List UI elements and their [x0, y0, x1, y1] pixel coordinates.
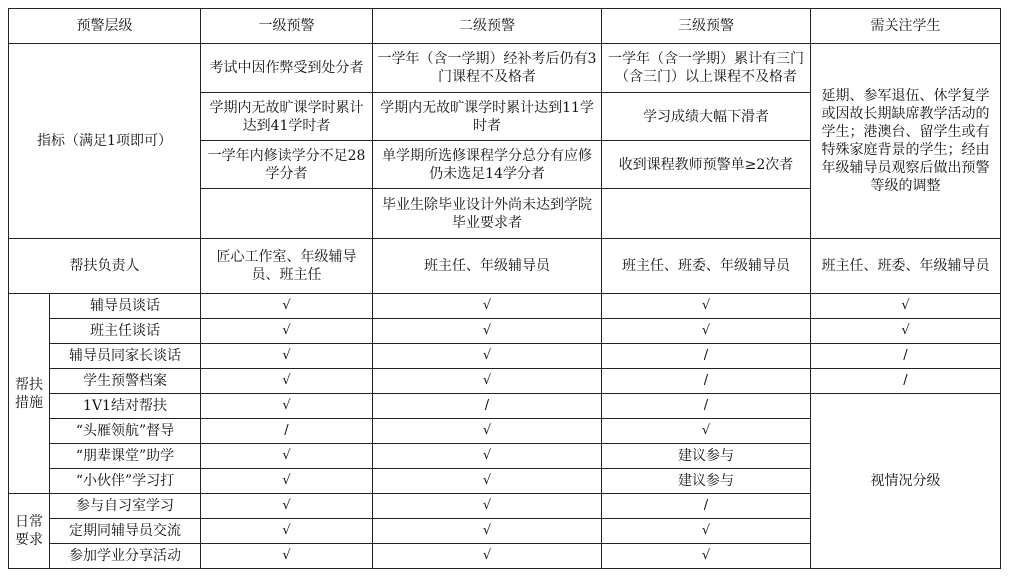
daily-l2: √	[373, 544, 602, 569]
measure-l2: /	[373, 394, 602, 419]
daily-l3: /	[602, 494, 811, 519]
measure-attention-merged: 视情况分级	[811, 394, 1001, 569]
indicator-l3-3: 收到课程教师预警单≥2次者	[618, 156, 794, 173]
indicator-l3-2: 学习成绩大幅下滑者	[643, 108, 769, 125]
measure-attention: /	[811, 369, 1001, 394]
measure-l1: /	[201, 419, 373, 444]
helper-row	[9, 239, 1001, 294]
indicator-row-1	[9, 44, 1001, 93]
daily-name: 参加学业分享活动	[69, 548, 181, 564]
helper-label: 帮扶负责人	[9, 239, 201, 294]
measure-l3: 建议参与	[602, 444, 811, 469]
measure-l1: √	[201, 469, 373, 494]
indicator-l1-1: 考试中因作弊受到处分者	[209, 60, 364, 76]
daily-l1: √	[201, 494, 373, 519]
measure-l2: √	[373, 469, 602, 494]
daily-l1: √	[201, 544, 373, 569]
indicator-l2-1: 一学年（含一学期）经补考后仍有3门课程不及格者	[377, 51, 597, 85]
daily-l3: √	[602, 519, 811, 544]
helper-l2: 班主任、年级辅导员	[424, 258, 550, 274]
measure-l3: /	[602, 394, 811, 419]
indicator-label: 指标（满足1项即可）	[9, 44, 201, 239]
measure-l3: √	[602, 294, 811, 319]
daily-l2: √	[373, 494, 602, 519]
measure-l1: √	[201, 394, 373, 419]
measure-l2: √	[373, 419, 602, 444]
measure-row	[9, 344, 1001, 369]
measure-row	[9, 294, 1001, 319]
indicator-l1-4-empty	[201, 189, 373, 239]
indicator-attention: 延期、参军退伍、休学复学或因故长期缺席教学活动的学生；港澳台、留学生或有特殊家庭背景的学生；经由年级辅导员观察后做出预警等级的调整	[811, 44, 1001, 239]
measure-name: 班主任谈话	[90, 323, 160, 339]
measure-l2: √	[373, 344, 602, 369]
indicator-l1-2: 学期内无故旷课学时累计达到41学时者	[209, 99, 364, 134]
measure-l3: /	[602, 369, 811, 394]
helper-l1: 匠心工作室、年级辅导员、班主任	[216, 249, 357, 283]
warning-level-table	[8, 8, 1001, 569]
measure-row	[9, 369, 1001, 394]
measure-name: 辅导员谈话	[90, 298, 160, 314]
daily-l3: √	[602, 544, 811, 569]
measure-l1: √	[201, 294, 373, 319]
measure-l2: √	[373, 319, 602, 344]
header-level2: 二级预警	[373, 9, 602, 44]
measure-l3: /	[602, 344, 811, 369]
measure-attention: √	[811, 294, 1001, 319]
measure-l3: √	[602, 419, 811, 444]
measures-group-label: 帮扶措施	[9, 294, 50, 494]
daily-name: 参与自习室学习	[76, 498, 174, 514]
indicator-l2-4: 毕业生除毕业设计外尚未达到学院毕业要求者	[382, 196, 592, 231]
measure-name: 学生预警档案	[83, 373, 167, 389]
measure-l1: √	[201, 369, 373, 394]
measure-attention: /	[811, 344, 1001, 369]
daily-l1: √	[201, 519, 373, 544]
header-level1: 一级预警	[201, 9, 373, 44]
measure-l2: √	[373, 369, 602, 394]
indicator-l2-2: 学期内无故旷课学时累计达到11学时者	[380, 99, 594, 134]
helper-l3: 班主任、班委、年级辅导员	[622, 258, 790, 274]
measure-l3: 建议参与	[602, 469, 811, 494]
indicator-l2-3: 单学期所选修课程学分总分有应修仍未选足14学分者	[382, 147, 592, 182]
measure-l1: √	[201, 444, 373, 469]
measure-name: 1V1结对帮扶	[83, 398, 167, 414]
indicator-l1-3: 一学年内修读学分不足28学分者	[207, 147, 366, 182]
measure-l2: √	[373, 294, 602, 319]
header-level3: 三级预警	[602, 9, 811, 44]
indicator-l3-4-empty	[602, 189, 811, 239]
indicator-l3-1: 一学年（含一学期）累计有三门（含三门）以上课程不及格者	[608, 51, 804, 85]
measure-row	[9, 394, 1001, 419]
helper-attention: 班主任、班委、年级辅导员	[821, 258, 990, 274]
daily-name: 定期同辅导员交流	[69, 523, 181, 539]
measure-name: “朋辈课堂”助学	[75, 448, 175, 464]
measure-name: “小伙伴”学习打	[75, 473, 175, 489]
measure-l1: √	[201, 344, 373, 369]
measure-l2: √	[373, 444, 602, 469]
measure-name: “头雁领航”督导	[75, 423, 175, 439]
header-level: 预警层级	[9, 9, 201, 44]
header-row	[9, 9, 1001, 44]
measure-name: 辅导员同家长谈话	[69, 348, 181, 364]
measure-row	[9, 319, 1001, 344]
daily-group-label: 日常要求	[9, 494, 50, 569]
measure-attention: √	[811, 319, 1001, 344]
daily-l2: √	[373, 519, 602, 544]
header-attention: 需关注学生	[811, 9, 1001, 44]
measure-l1: √	[201, 319, 373, 344]
measure-l3: √	[602, 319, 811, 344]
